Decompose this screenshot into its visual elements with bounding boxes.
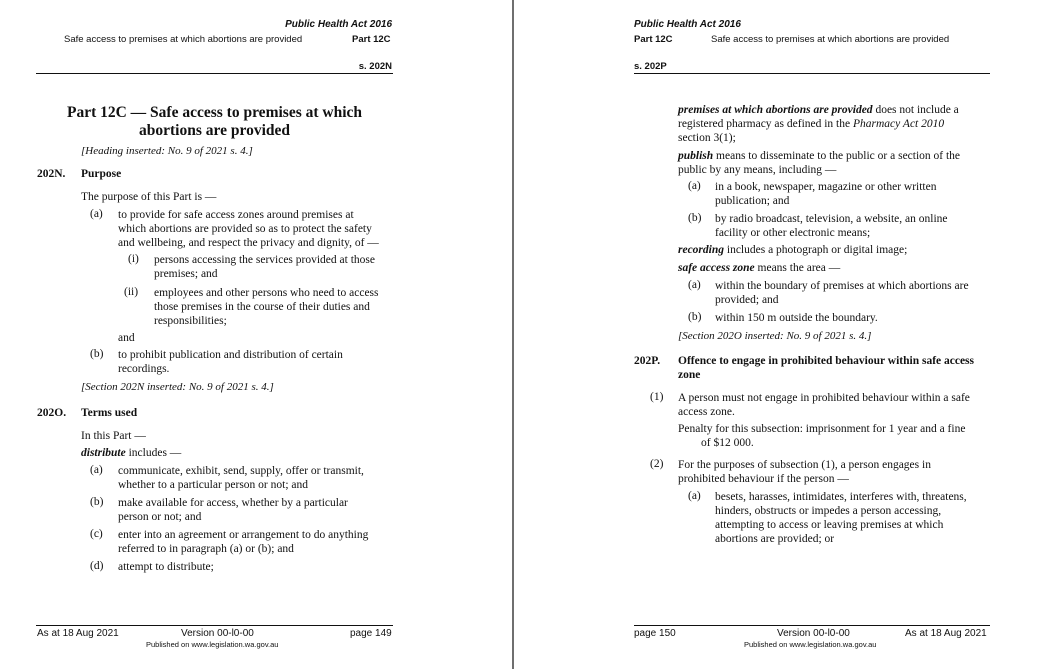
section-title: zone xyxy=(678,369,701,381)
para-label: (ii) xyxy=(124,286,139,298)
right-page xyxy=(515,0,1057,669)
text-line: includes a photograph or digital image; xyxy=(724,244,908,256)
defined-term: recording xyxy=(678,244,724,256)
left-page xyxy=(0,0,512,669)
text-line: publication; and xyxy=(715,195,790,207)
definition xyxy=(678,243,907,257)
text-line: person or not; and xyxy=(118,511,202,523)
text-line: does not include a xyxy=(872,104,959,116)
subsection-label: (2) xyxy=(650,458,664,470)
text-line: access zone. xyxy=(678,406,735,418)
text-line: in a book, newspaper, magazine or other written xyxy=(715,181,937,193)
text-line: provided; and xyxy=(715,294,779,306)
definition xyxy=(678,103,959,117)
act-title: Public Health Act 2016 xyxy=(634,19,741,30)
section-number: 202O. xyxy=(37,407,67,419)
text-line: section 3(1); xyxy=(678,132,736,144)
header-part: Part 12C xyxy=(634,34,673,45)
text-line: within the boundary of premises at which abortions are xyxy=(715,280,969,292)
para-label: (b) xyxy=(688,311,702,323)
defined-term: safe access zone xyxy=(678,262,755,274)
act-reference: Pharmacy Act 2010 xyxy=(852,118,945,130)
text-line: enter into an agreement or arrangement to do anything xyxy=(118,529,369,541)
text-line: abortions are provided; or xyxy=(715,533,835,545)
heading-note: [Heading inserted: No. 9 of 2021 s. 4.] xyxy=(81,145,253,157)
header-part: Part 12C xyxy=(352,34,391,45)
subsection-label: (1) xyxy=(650,391,664,403)
para-label: (a) xyxy=(688,180,701,192)
text-line: means the area — xyxy=(754,262,841,274)
text-line: besets, harasses, intimidates, interferes with, threatens, xyxy=(715,491,967,503)
penalty: of $12 000. xyxy=(701,437,754,449)
text-line: facility or other electronic means; xyxy=(715,227,871,239)
text-line: attempting to access or leaving premises at which xyxy=(715,519,944,531)
header-subtitle: Safe access to premises at which abortions are provided xyxy=(64,34,303,45)
section-note: [Section 202O inserted: No. 9 of 2021 s. 4.] xyxy=(678,330,872,342)
text-line: to prohibit publication and distribution of certain xyxy=(118,349,343,361)
text-line: recordings. xyxy=(118,363,170,375)
footer-page: page 150 xyxy=(634,628,676,639)
footer-date: As at 18 Aug 2021 xyxy=(37,628,119,639)
para-label: (a) xyxy=(90,464,103,476)
paragraph: In this Part — xyxy=(81,430,146,442)
definition xyxy=(678,149,960,163)
text-line: A person must not engage in prohibited behaviour within a safe xyxy=(678,392,970,404)
footer-published: Published on www.legislation.wa.gov.au xyxy=(744,640,877,649)
para-label: (a) xyxy=(688,490,701,502)
footer-version: Version 00-l0-00 xyxy=(181,628,254,639)
para-label: (a) xyxy=(90,208,103,220)
text-line: and wellbeing, and respect the privacy and dignity, of — xyxy=(118,237,379,249)
text-line: and xyxy=(118,332,135,344)
text-line: by radio broadcast, television, a website, an online xyxy=(715,213,948,225)
part-title: Part 12C — Safe access to premises at which abortions are provided xyxy=(66,104,363,139)
footer-rule xyxy=(36,625,393,626)
defined-term: publish xyxy=(678,150,714,162)
footer-date: As at 18 Aug 2021 xyxy=(905,628,987,639)
text-line: referred to in paragraph (a) or (b); and xyxy=(118,543,294,555)
para-label: (b) xyxy=(90,496,104,508)
text-line: registered pharmacy as defined in the xyxy=(678,118,853,130)
text-line: whether to a particular person or not; and xyxy=(118,479,309,491)
text-line: includes — xyxy=(125,447,182,459)
act-title: Public Health Act 2016 xyxy=(285,19,392,30)
text-line: persons accessing the services provided at those xyxy=(154,254,375,266)
section-note: [Section 202N inserted: No. 9 of 2021 s. 4.] xyxy=(81,381,274,393)
page-divider xyxy=(512,0,514,669)
header-rule xyxy=(634,73,990,74)
section-title: Purpose xyxy=(81,168,122,180)
para-label: (i) xyxy=(128,253,139,265)
para-label: (d) xyxy=(90,560,104,572)
text-line: those premises in the course of their duties and xyxy=(154,301,370,313)
definition xyxy=(678,261,840,275)
defined-term: distribute xyxy=(81,447,126,459)
section-title: Terms used xyxy=(81,407,138,419)
para-label: (c) xyxy=(90,528,103,540)
text-line: responsibilities; xyxy=(154,315,227,327)
paragraph: The purpose of this Part is — xyxy=(81,191,217,203)
text-line: For the purposes of subsection (1), a person engages in xyxy=(678,459,931,471)
para-label: (b) xyxy=(688,212,702,224)
text-line: communicate, exhibit, send, supply, offer or transmit, xyxy=(118,465,364,477)
footer-published: Published on www.legislation.wa.gov.au xyxy=(146,640,279,649)
text-line: which abortions are provided so as to protect the safety xyxy=(118,223,372,235)
para-label: (a) xyxy=(688,279,701,291)
text-line: to provide for safe access zones around premises at xyxy=(118,209,354,221)
section-ref: s. 202N xyxy=(358,61,392,72)
text-line: public by any means, including — xyxy=(678,164,837,176)
text-line: prohibited behaviour if the person — xyxy=(678,473,849,485)
footer-version: Version 00-l0-00 xyxy=(777,628,850,639)
text-line: premises; and xyxy=(154,268,218,280)
text-line: employees and other persons who need to access xyxy=(154,287,379,299)
section-ref: s. 202P xyxy=(634,61,667,72)
section-title: Offence to engage in prohibited behaviour within safe access xyxy=(678,355,975,367)
text-line xyxy=(678,117,944,131)
section-number: 202N. xyxy=(37,168,66,180)
text-line: means to disseminate to the public or a section of the xyxy=(713,150,961,162)
footer-page: page 149 xyxy=(350,628,392,639)
para-label: (b) xyxy=(90,348,104,360)
header-subtitle: Safe access to premises at which abortions are provided xyxy=(711,34,950,45)
defined-term: premises at which abortions are provided xyxy=(678,104,873,116)
footer-rule xyxy=(634,625,990,626)
text-line: make available for access, whether by a particular xyxy=(118,497,348,509)
text-line: within 150 m outside the boundary. xyxy=(715,312,878,324)
section-number: 202P. xyxy=(634,355,661,367)
header-rule xyxy=(36,73,393,74)
text-line: hinders, obstructs or impedes a person accessing, xyxy=(715,505,942,517)
text-line: attempt to distribute; xyxy=(118,561,214,573)
definition xyxy=(81,446,181,460)
penalty: Penalty for this subsection: imprisonment for 1 year and a fine xyxy=(678,423,966,435)
